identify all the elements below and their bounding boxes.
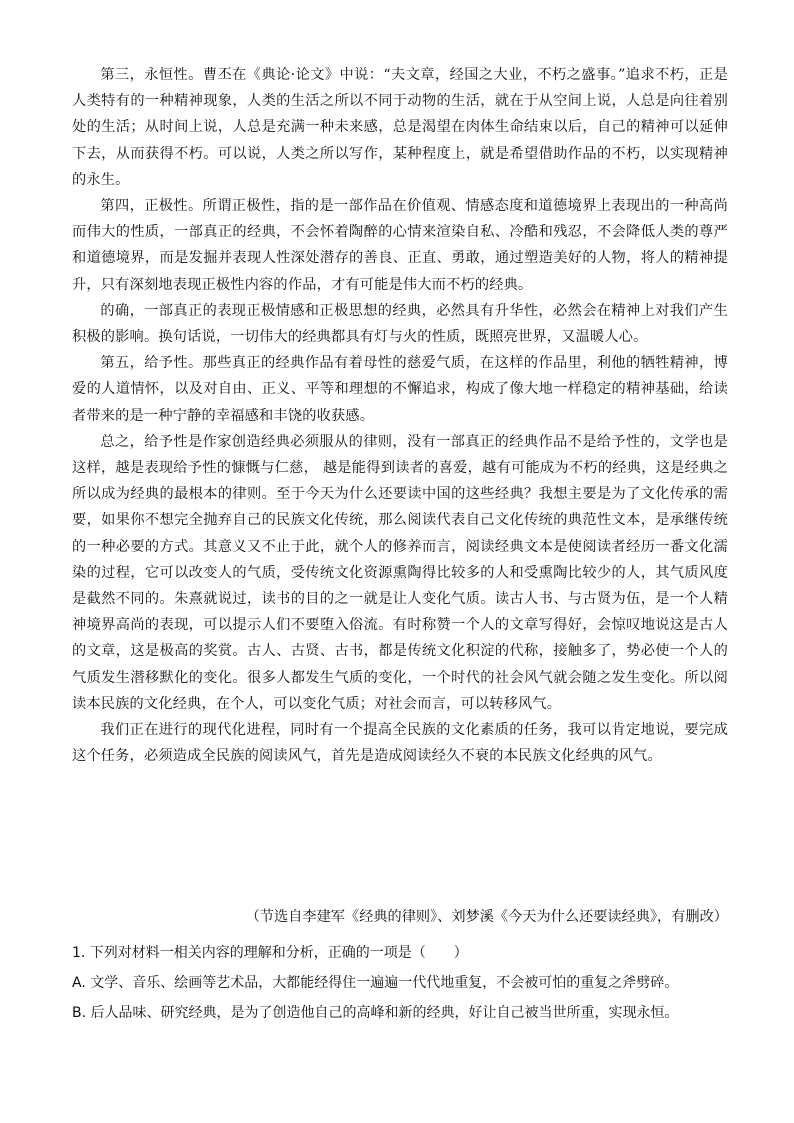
reading-passage	[72, 62, 728, 769]
question-1-stem: 1. 下列对材料一相关内容的理解和分析，正确的一项是（ ）	[72, 945, 468, 961]
question-block	[72, 938, 732, 1028]
paragraph-giving: 第五，给予性。那些真正的经典作品有着母性的慈爱气质，在这样的作品里，利他的牺牲精神，博爱的人道情怀，以及对自由、正义、平等和理想的不懈追求，构成了像大地一样稳定的精神基础，给读者带来的是一种宁静的幸福感和丰饶的收获感。	[72, 355, 728, 424]
question-1-option-a: A. 文学、音乐、绘画等艺术品，大都能经得住一遍遍一代代地重复，不会被可怕的重复之斧劈碎。	[72, 975, 679, 991]
paragraph-modernization: 我们正在进行的现代化进程，同时有一个提高全民族的文化素质的任务，我可以肯定地说，要完成这个任务，必须造成全民族的阅读风气，首先是造成阅读经久不衰的本民族文化经典的风气。	[72, 722, 728, 765]
paragraph-sublimation: 的确，一部真正的表现正极情感和正极思想的经典，必然具有升华性，必然会在精神上对我们产生积极的影响。换句话说，一切伟大的经典都具有灯与火的性质，既照亮世界，又温暖人心。	[72, 302, 728, 346]
paragraph-conclusion: 总之，给予性是作家创造经典必须服从的律则，没有一部真正的经典作品不是给予性的，文学也是这样，越是表现给予性的慷慨与仁慈， 越是能得到读者的喜爱，越有可能成为不朽的经典，这是经典之所以成为经典的最根本的律则。至于今天为什么还要读中国的这些经典？我想主要是为了文化传承的需要，如果你不想完全抛弃自己的民族文化传统，那么阅读代表自己文化传统的典范性文本，是承继传统的一种必要的方式。其意义又不止于此，就个人的修养而言，阅读经典文本是使阅读者经历一番文化濡染的过程，它可以改变人的气质，受传统文化资源熏陶得比较多的人和受熏陶比较少的人，其气质风度是截然不同的。朱熹就说过，读书的目的之一就是让人变化气质。读古人书、与古贤为伍，是一个人精神境界高尚的表现，可以提示人们不要堕入俗流。有时称赞一个人的文章写得好，会惊叹地说这是古人的文章，这是极高的奖赏。古人、古贤、古书，都是传统文化积淀的代称，接触多了，势必使一个人的气质发生潜移默化的变化。很多人都发生气质的变化，一个时代的社会风气就会随之发生变化。所以阅读本民族的文化经典，在个人，可以变化气质；对社会而言，可以转移风气。	[72, 433, 728, 712]
question-1-option-b: B. 后人品味、研究经典，是为了创造他自己的高峰和新的经典，好让自己被当世所重，实现永恒。	[72, 1005, 679, 1021]
paragraph-positivity: 第四，正极性。所谓正极性，指的是一部作品在价值观、情感态度和道德境界上表现出的一种高尚而伟大的性质，一部真正的经典，不会怀着陶醉的心情来渲染自私、冷酷和残忍，不会降低人类的尊严和道德境界，而是发掘并表现人性深处潜存的善良、正直、勇敢，通过塑造美好的人物，将人的精神提升，只有深刻地表现正极性内容的作品，才有可能是伟大而不朽的经典。	[72, 198, 728, 293]
source-citation: （节选自李建军《经典的律则》、刘梦溪《今天为什么还要读经典》，有删改）	[245, 909, 728, 925]
paragraph-permanence: 第三，永恒性。曹丕在《典论·论文》中说：“夫文章，经国之大业，不朽之盛事。”追求不朽，正是人类特有的一种精神现象，人类的生活之所以不同于动物的生活，就在于从空间上说，人总是向往着别处的生活；从时间上说，人总是充满一种未来感，总是渴望在肉体生命结束以后，自己的精神可以延伸下去，从而获得不朽。可以说，人类之所以写作，某种程度上，就是希望借助作品的不朽，以实现精神的永生。	[72, 67, 728, 188]
